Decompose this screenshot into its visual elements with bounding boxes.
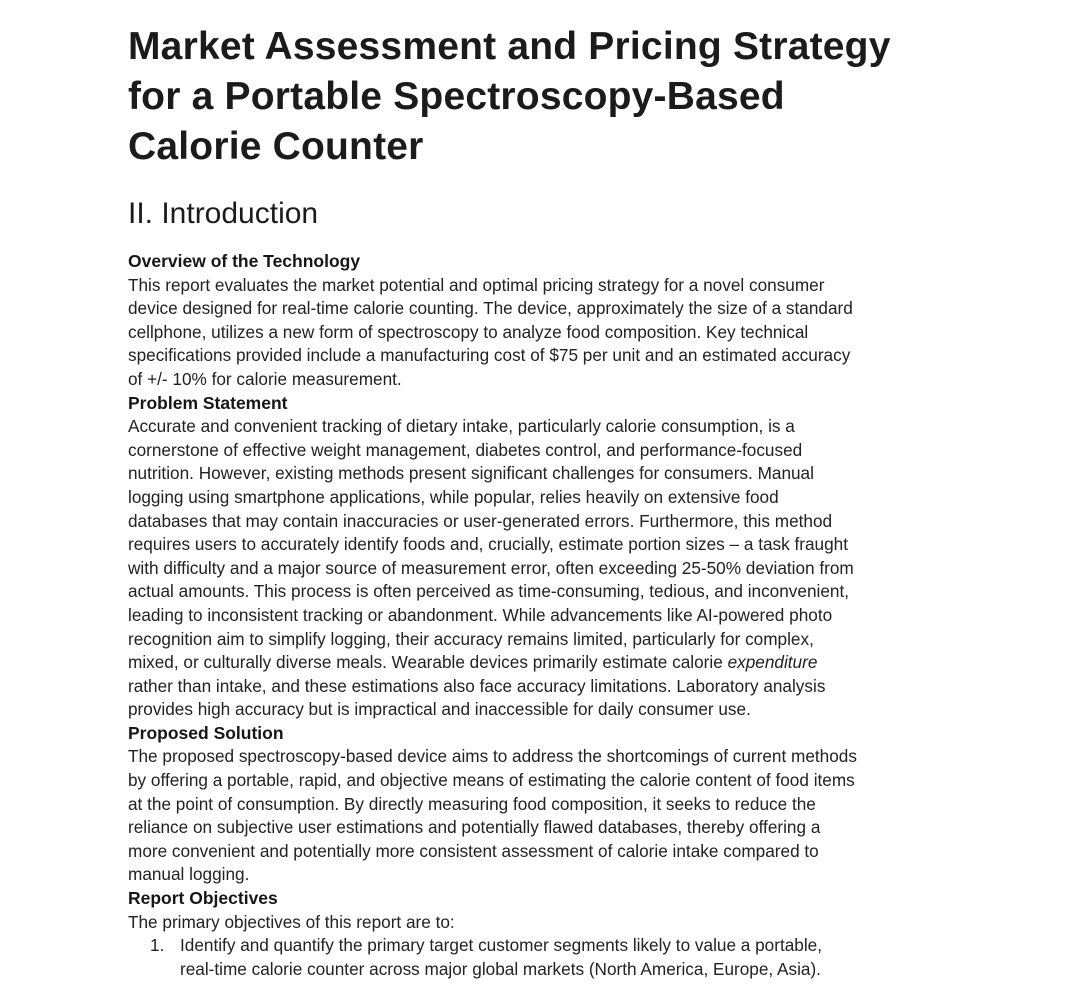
text-line: nutrition. However, existing methods present significant challenges for consumers. Manual — [128, 463, 814, 484]
text-line: Accurate and convenient tracking of dietary intake, particularly calorie consumption, is a — [128, 416, 795, 437]
list-item — [128, 934, 958, 981]
list-item-number: 1. — [150, 935, 165, 956]
text-line: real-time calorie counter across major global markets (North America, Europe, Asia). — [180, 958, 821, 979]
overview-heading: Overview of the Technology — [128, 251, 361, 271]
objectives-intro: The primary objectives of this report are to: — [128, 911, 455, 932]
overview-paragraph — [128, 274, 958, 392]
text-line: provides high accuracy but is impractical and inaccessible for daily consumer use. — [128, 699, 751, 720]
text-line: specifications provided include a manufacturing cost of $75 per unit and an estimated accuracy — [128, 345, 851, 366]
text-line: This report evaluates the market potential and optimal pricing strategy for a novel consumer — [128, 274, 825, 295]
text-line: by offering a portable, rapid, and objective means of estimating the calorie content of food items — [128, 770, 855, 791]
problem-paragraph — [128, 415, 958, 722]
solution-section — [128, 722, 958, 887]
overview-section — [128, 250, 958, 392]
text-line: cornerstone of effective weight management, diabetes control, and performance-focused — [128, 439, 803, 460]
text-line: of +/- 10% for calorie measurement. — [128, 368, 402, 389]
document-page — [128, 22, 958, 981]
text-line: mixed, or culturally diverse meals. Wearable devices primarily estimate calorie — [128, 652, 728, 673]
title-line: Market Assessment and Pricing Strategy — [128, 25, 891, 68]
objectives-list — [128, 934, 958, 981]
text-line: device designed for real-time calorie counting. The device, approximately the size of a standard — [128, 298, 853, 319]
title-line: for a Portable Spectroscopy-Based — [128, 75, 785, 118]
emphasis-text: expenditure — [727, 652, 818, 673]
objectives-heading: Report Objectives — [128, 888, 278, 909]
problem-section — [128, 392, 958, 722]
text-line: reliance on subjective user estimations and potentially flawed databases, thereby offering a — [128, 817, 821, 838]
text-line: leading to inconsistent tracking or abandonment. While advancements like AI-powered photo — [128, 604, 833, 625]
text-line: manual logging. — [128, 864, 250, 885]
text-line: actual amounts. This process is often perceived as time-consuming, tedious, and inconvenient, — [128, 581, 849, 602]
text-line: with difficulty and a major source of measurement error, often exceeding 25-50% deviation from — [128, 557, 854, 578]
text-line: rather than intake, and these estimations also face accuracy limitations. Laboratory analysis — [128, 675, 826, 696]
text-line: Identify and quantify the primary target customer segments likely to value a portable, — [180, 935, 822, 956]
solution-heading: Proposed Solution — [128, 722, 284, 743]
section-heading: II. Introduction — [128, 197, 319, 230]
title-line: Calorie Counter — [128, 125, 424, 168]
problem-heading: Problem Statement — [128, 392, 288, 413]
text-line: databases that may contain inaccuracies or user-generated errors. Furthermore, this method — [128, 510, 833, 531]
objectives-section — [128, 887, 958, 981]
document-title — [128, 22, 958, 172]
text-line: at the point of consumption. By directly measuring food composition, it seeks to reduce the — [128, 793, 816, 814]
text-line: recognition aim to simplify logging, their accuracy remains limited, particularly for complex, — [128, 628, 814, 649]
text-line: more convenient and potentially more consistent assessment of calorie intake compared to — [128, 840, 819, 861]
solution-paragraph — [128, 745, 958, 887]
text-line: The proposed spectroscopy-based device aims to address the shortcomings of current methods — [128, 746, 857, 767]
text-line: logging using smartphone applications, while popular, relies heavily on extensive food — [128, 486, 779, 507]
text-line: requires users to accurately identify foods and, crucially, estimate portion sizes – a task fraught — [128, 534, 848, 555]
text-line: cellphone, utilizes a new form of spectroscopy to analyze food composition. Key technical — [128, 321, 809, 342]
